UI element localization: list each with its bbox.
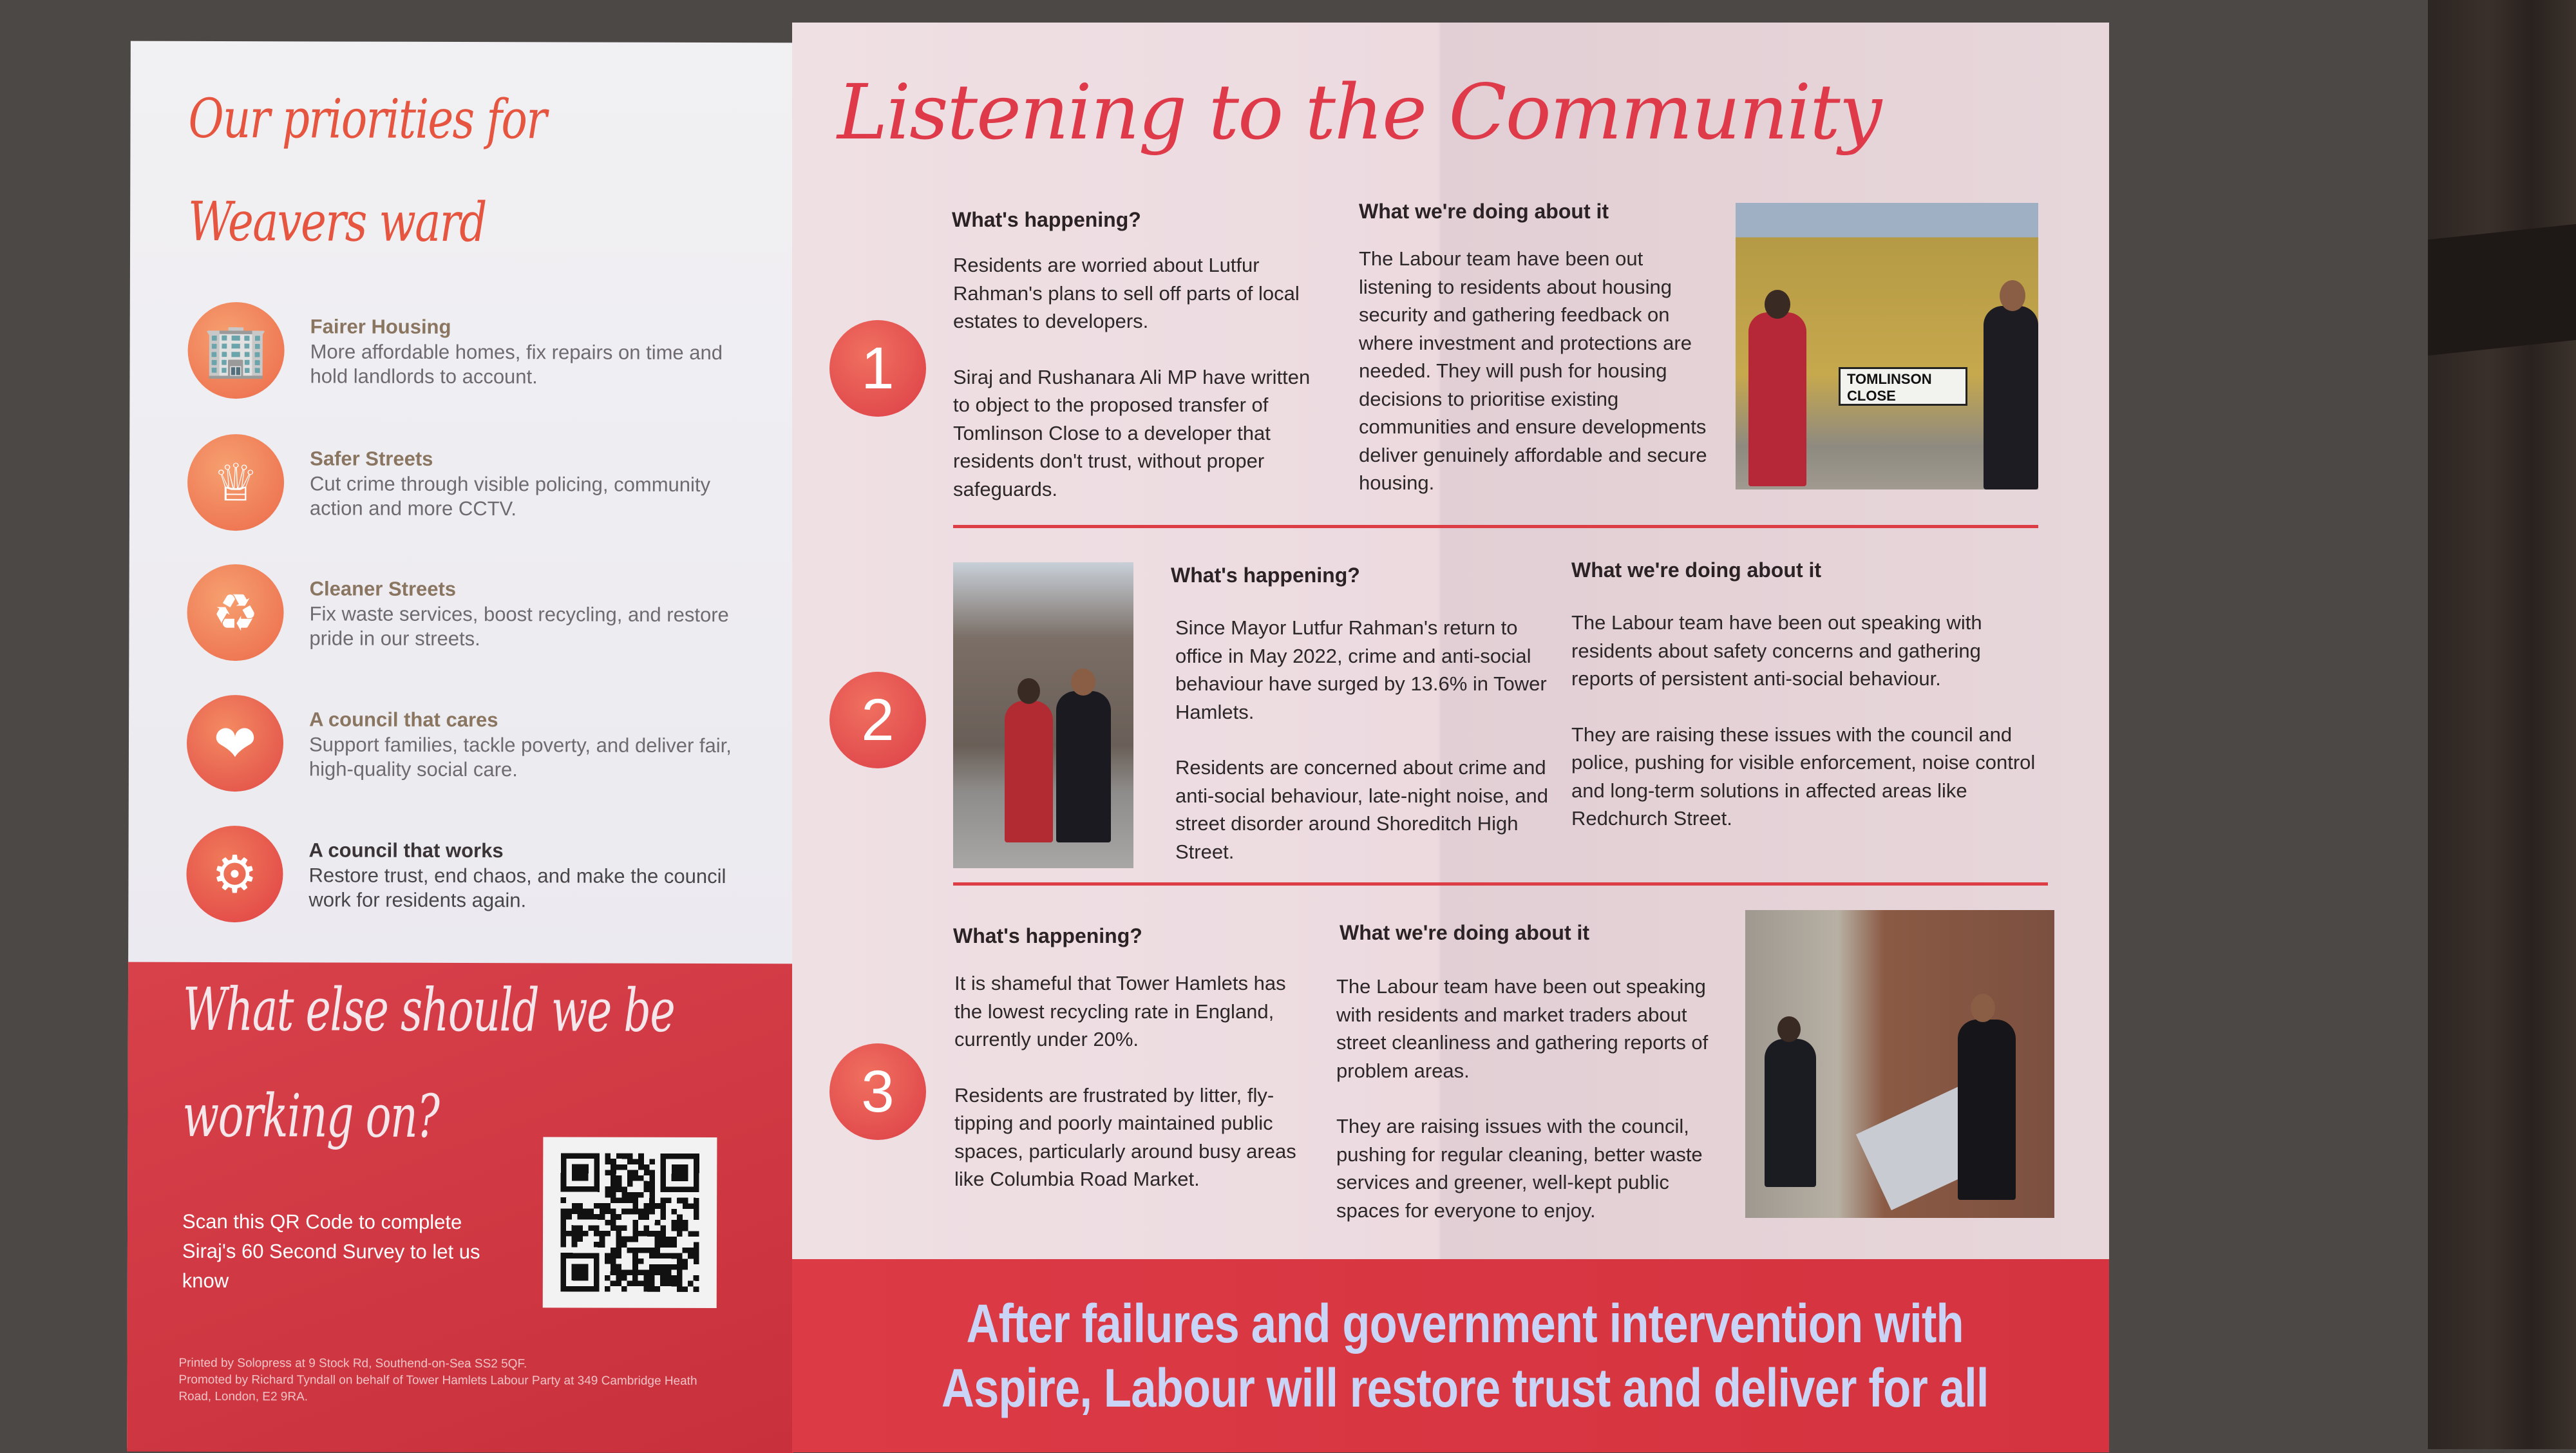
- scan-instructions: Scan this QR Code to complete Siraj's 60 Second Survey to let us know: [182, 1210, 480, 1293]
- community-title: Listening to the Community: [837, 68, 1881, 157]
- cta-line-2: working on?: [182, 1081, 439, 1151]
- banner-line-1: After failures and government intervention with: [966, 1293, 1964, 1354]
- priority-council-cares: [187, 695, 766, 799]
- paragraph: It is shameful that Tower Hamlets has the lowest recycling rate in England, currently under 20%.: [954, 972, 1286, 1050]
- street-sign: TOMLINSON CLOSE: [1839, 367, 1967, 406]
- closing-message: [837, 1291, 2093, 1420]
- banner-line-2: Aspire, Labour will restore trust and deliver for all: [942, 1358, 1989, 1418]
- paragraph: Residents are worried about Lutfur Rahman's plans to sell off parts of local estates to developers.: [953, 254, 1300, 332]
- priority-title: A council that works: [308, 839, 504, 862]
- community-panel: [792, 23, 2109, 1449]
- gear-check-icon: ⚙: [186, 826, 283, 922]
- priority-desc: Support families, tackle poverty, and deliver fair, high-quality social care.: [308, 733, 732, 781]
- priority-title: Cleaner Streets: [309, 577, 457, 600]
- happening-heading: What's happening?: [953, 924, 1142, 947]
- priority-council-works: [186, 826, 766, 930]
- imprint-promoter: Promoted by Richard Tyndall on behalf of Tower Hamlets Labour Party at 349 Cambridge Heath Road, London, E2 9RA.: [178, 1372, 697, 1404]
- doing-text: [1571, 609, 2038, 860]
- priorities-title: [188, 67, 546, 274]
- imprint: [178, 1355, 706, 1407]
- priority-desc: Restore trust, end chaos, and make the council work for residents again.: [308, 864, 726, 912]
- priority-safer-streets: [187, 434, 767, 538]
- survey-section: [127, 962, 795, 1453]
- section-number-3: 3: [829, 1043, 926, 1140]
- priority-title: Fairer Housing: [310, 315, 451, 338]
- priority-desc: More affordable homes, fix repairs on time and hold landlords to account.: [310, 340, 723, 388]
- doing-heading: What we're doing about it: [1571, 558, 1822, 582]
- happening-text: [954, 969, 1315, 1221]
- priority-desc: Cut crime through visible policing, community action and more CCTV.: [309, 472, 711, 520]
- qr-code-pattern: [559, 1153, 701, 1292]
- qr-code[interactable]: [543, 1137, 717, 1308]
- imprint-printer: Printed by Solopress at 9 Stock Rd, Southend-on-Sea SS2 5QF.: [178, 1356, 527, 1371]
- happening-text: [953, 251, 1327, 531]
- title-line-1: Our priorities for: [188, 86, 547, 151]
- paragraph: Siraj and Rushanara Ali MP have written to object to the proposed transfer of Tomlinson Close to a developer that residents don't trust, without proper safeguards.: [953, 365, 1311, 500]
- closing-banner: [792, 1259, 2109, 1452]
- priority-title: Safer Streets: [310, 447, 433, 470]
- wooden-surface: [2428, 0, 2576, 1449]
- section-number-2: 2: [829, 672, 926, 768]
- paragraph: The Labour team have been out speaking with residents about safety concerns and gathering reports of persistent anti-social behaviour.: [1571, 611, 1982, 690]
- happening-heading: What's happening?: [1171, 564, 1360, 587]
- housing-icon: 🏢: [187, 302, 284, 399]
- handshake-heart-icon: ❤: [187, 695, 283, 792]
- priority-cleaner-streets: [187, 564, 766, 669]
- paragraph: Residents are concerned about crime and anti-social behaviour, late-night noise, and street disorder around Shoreditch High Street.: [1175, 756, 1549, 863]
- recycle-icon: ♻: [187, 564, 283, 661]
- section-divider: [953, 882, 2048, 886]
- police-helmet-icon: ♕: [187, 434, 284, 531]
- happening-text: [1175, 614, 1552, 893]
- happening-heading: What's happening?: [952, 208, 1141, 231]
- doing-heading: What we're doing about it: [1359, 200, 1609, 223]
- section-divider: [953, 525, 2038, 528]
- doing-text: [1359, 245, 1719, 525]
- priority-desc: Fix waste services, boost recycling, and restore pride in our streets.: [309, 602, 729, 651]
- paragraph: The Labour team have been out listening to residents about housing security and gathering feedback on where investment and protections are needed. They will push for housing decisions to prioritise existing communities and ensure developments deliver genuinely affordable and secure housing.: [1359, 247, 1707, 494]
- title-line-2: Weavers ward: [188, 189, 486, 254]
- photo-fly-tipping: [1745, 910, 2054, 1218]
- priorities-panel: [127, 41, 797, 1450]
- paragraph: They are raising these issues with the council and police, pushing for visible enforcement, noise control and long-term solutions in affected areas like Redchurch Street.: [1571, 723, 2036, 830]
- paragraph: Residents are frustrated by litter, fly-tipping and poorly maintained public spaces, particularly around busy areas like Columbia Road Market.: [954, 1083, 1296, 1190]
- priority-fairer-housing: [187, 302, 767, 406]
- paragraph: Since Mayor Lutfur Rahman's return to office in May 2022, crime and anti-social behaviour have surged by 13.6% in Tower Hamlets.: [1175, 616, 1547, 723]
- paragraph: The Labour team have been out speaking with residents and market traders about street cleanliness and gathering reports of problem areas.: [1336, 975, 1709, 1082]
- photo-tomlinson-close: [1736, 203, 2038, 489]
- photo-shoreditch-street: [953, 562, 1133, 868]
- cta-line-1: What else should we be: [182, 974, 675, 1045]
- priority-title: A council that cares: [309, 708, 498, 732]
- doing-text: [1336, 973, 1736, 1252]
- paragraph: They are raising issues with the council, pushing for regular cleaning, better waste services and greener, well-kept public spaces for everyone to enjoy.: [1336, 1115, 1703, 1222]
- section-number-1: 1: [829, 320, 926, 417]
- doing-heading: What we're doing about it: [1340, 921, 1590, 944]
